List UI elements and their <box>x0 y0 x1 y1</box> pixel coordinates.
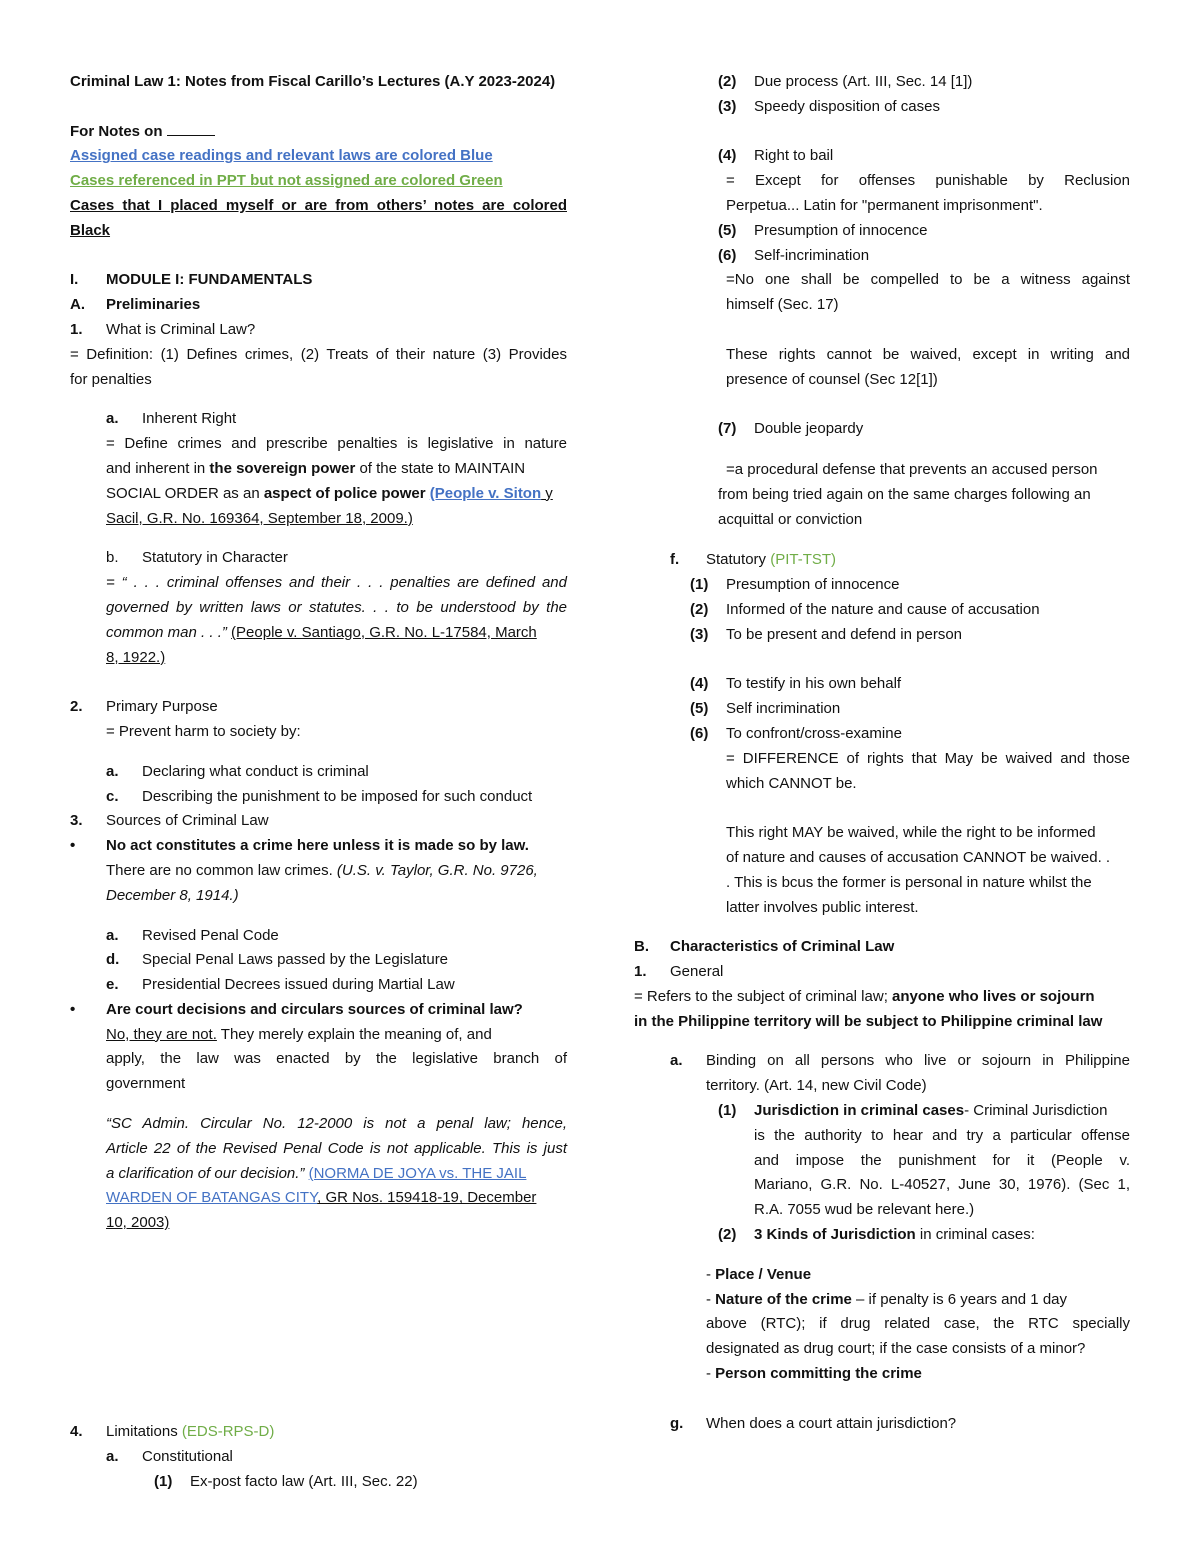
module-heading <box>70 268 567 293</box>
circular-quote: “SC Admin. Circular No. 12-2000 is not a penal law; hence, <box>106 1115 567 1133</box>
difference-text-2: which CANNOT be. <box>726 774 857 792</box>
constitutional-title: Constitutional <box>142 1447 233 1465</box>
inherent-text-2a: and inherent in <box>106 459 210 477</box>
kind-dash: - <box>706 1290 716 1308</box>
inherent-citation: Sacil, G.R. No. 169364, September 18, 2009.) <box>106 509 413 527</box>
statutory-6-marker: (6) <box>690 724 709 742</box>
kind-dash: - <box>706 1265 716 1283</box>
legend-black-line <box>70 194 567 219</box>
waiver-line <box>634 343 1130 368</box>
statutory-4-text: To testify in his own behalf <box>726 675 902 693</box>
circular-quote-line-5 <box>70 1211 567 1236</box>
case-link-people-siton[interactable]: (People v. Siton <box>429 484 542 502</box>
attain-text: When does a court attain jurisdiction? <box>706 1414 957 1432</box>
section-b-marker: B. <box>634 938 649 956</box>
court-decisions-explanation-3: government <box>106 1075 186 1093</box>
bail-line <box>634 169 1130 194</box>
item-1-heading <box>70 318 567 343</box>
case-link-jail-warden[interactable]: WARDEN OF BATANGAS CITY <box>106 1189 318 1207</box>
jurisdiction-2 <box>634 1223 1130 1248</box>
statutory-quote-line <box>70 571 567 596</box>
right-4-marker: (4) <box>718 147 737 165</box>
right-4-text: Right to bail <box>754 147 834 165</box>
statutory-2-marker: (2) <box>690 600 709 618</box>
jeopardy-text-2: from being tried again on the same charges following an <box>718 485 1091 503</box>
legend-green: Cases referenced in PPT but not assigned are colored Green <box>70 172 503 190</box>
statutory-4-marker: (4) <box>690 675 709 693</box>
inherent-line-3 <box>70 482 567 507</box>
source-bullet-1 <box>70 834 567 859</box>
statutory-quote-2: governed by written laws or statutes. . . to be understood by the <box>106 598 567 616</box>
definition-text: = Definition: (1) Defines crimes, (2) Treats of their nature (3) Provides <box>70 345 567 363</box>
jurisdiction-1-line-2 <box>634 1124 1130 1149</box>
statutory-rights-title: Statutory <box>706 551 771 569</box>
right-5-text: Presumption of innocence <box>754 221 928 239</box>
inherent-text-2c: of the state to MAINTAIN <box>355 459 526 477</box>
jurisdiction-1-line-5 <box>634 1198 1130 1223</box>
item-3-marker: 3. <box>70 812 83 830</box>
circular-quote-2: Article 22 of the Revised Penal Code is not applicable. This is just <box>106 1139 567 1157</box>
right-4 <box>634 144 1130 169</box>
waivable-text-4: latter involves public interest. <box>726 898 919 916</box>
general-def-line-2 <box>634 1010 1130 1035</box>
inherent-text-3a: SOCIAL ORDER as an <box>106 484 264 502</box>
de-joya-citation: , GR Nos. 159418-19, December <box>317 1189 537 1207</box>
statutory-5-marker: (5) <box>690 700 709 718</box>
jeopardy-line-2 <box>634 483 1130 508</box>
statutory-marker: b. <box>106 549 119 567</box>
statutory-5-text: Self incrimination <box>726 700 841 718</box>
purpose-a <box>70 760 567 785</box>
bullet-icon: • <box>70 1000 76 1018</box>
de-joya-citation-end: 10, 2003) <box>106 1214 170 1232</box>
sovereign-power-text: the sovereign power <box>209 459 356 477</box>
source-bullet-2 <box>70 998 567 1023</box>
self-incrim-text: =No one shall be compelled to be a witness against <box>726 271 1130 289</box>
right-3-text: Speedy disposition of cases <box>754 97 940 115</box>
item-2-marker: 2. <box>70 698 83 716</box>
bail-text-2: Perpetua... Latin for "permanent imprisonment". <box>726 196 1043 214</box>
binding-text: Binding on all persons who live or sojourn in Philippine <box>706 1052 1130 1070</box>
right-6 <box>634 244 1130 269</box>
binding-heading <box>634 1049 1130 1074</box>
purpose-line <box>70 720 567 745</box>
taylor-citation-end: December 8, 1914.) <box>106 886 239 904</box>
general-def-bold: anyone who lives or sojourn <box>892 987 1095 1005</box>
jeopardy-line <box>634 458 1130 483</box>
right-5-marker: (5) <box>718 221 737 239</box>
source-e-marker: e. <box>106 976 119 994</box>
statutory-5 <box>634 697 1130 722</box>
general-title: General <box>670 963 724 981</box>
court-decisions-line-2 <box>70 1023 567 1048</box>
source-d-marker: d. <box>106 951 120 969</box>
self-incrim-line <box>634 268 1130 293</box>
ex-post-facto-marker: (1) <box>154 1472 173 1490</box>
jurisdiction-1-marker: (1) <box>718 1102 737 1120</box>
item-4-marker: 4. <box>70 1423 83 1441</box>
section-b-heading <box>634 935 1130 960</box>
general-def-line <box>634 985 1130 1010</box>
notes-for-label: For Notes on <box>70 122 163 140</box>
waivable-text: This right MAY be waived, while the right to be informed <box>726 824 1096 842</box>
section-b-title: Characteristics of Criminal Law <box>670 938 895 956</box>
source-a <box>70 924 567 949</box>
kind-nature-line-2 <box>634 1312 1130 1337</box>
self-incrim-line-2 <box>634 293 1130 318</box>
jurisdiction-2-marker: (2) <box>718 1226 737 1244</box>
circular-quote-line-3 <box>70 1162 567 1187</box>
binding-marker: a. <box>670 1052 683 1070</box>
kind-nature-detail-3: designated as drug court; if the case consists of a minor? <box>706 1340 1086 1358</box>
source-bullet-1-line-2 <box>70 859 567 884</box>
purpose-c-text: Describing the punishment to be imposed for such conduct <box>142 787 533 805</box>
legend-black: Cases that I placed myself or are from others’ notes are colored <box>70 196 567 214</box>
source-e-text: Presidential Decrees issued during Martial Law <box>142 976 455 994</box>
statutory-quote-3: common man . . .” <box>106 623 227 641</box>
definition-line <box>70 343 567 368</box>
binding-text-2: territory. (Art. 14, new Civil Code) <box>706 1077 927 1095</box>
right-6-marker: (6) <box>718 246 737 264</box>
waivable-line-2 <box>634 846 1130 871</box>
inherent-line-4 <box>70 507 567 532</box>
source-d <box>70 948 567 973</box>
purpose-text: = Prevent harm to society by: <box>106 722 301 740</box>
circular-quote-line <box>70 1112 567 1137</box>
item-1-marker: 1. <box>70 320 83 338</box>
statutory-3-marker: (3) <box>690 625 709 643</box>
definition-line-2 <box>70 368 567 393</box>
right-2 <box>634 70 1130 95</box>
waivable-text-3: . This is bcus the former is personal in nature whilst the <box>726 873 1092 891</box>
jurisdiction-1 <box>634 1099 1130 1124</box>
circular-quote-3: a clarification of our decision.” <box>106 1164 305 1182</box>
kind-place <box>634 1263 1130 1288</box>
attain-marker: g. <box>670 1414 684 1432</box>
constitutional-marker: a. <box>106 1447 119 1465</box>
jurisdiction-1-line-3 <box>634 1149 1130 1174</box>
circular-quote-line-4 <box>70 1186 567 1211</box>
statutory-4 <box>634 672 1130 697</box>
legend-blue-line <box>70 144 567 169</box>
bail-line-2 <box>634 194 1130 219</box>
right-7-marker: (7) <box>718 420 737 438</box>
kind-nature-text: Nature of the crime <box>715 1290 852 1308</box>
statutory-6-text: To confront/cross-examine <box>726 724 902 742</box>
item-3-heading <box>70 809 567 834</box>
statutory-6 <box>634 722 1130 747</box>
doc-title: Criminal Law 1: Notes from Fiscal Carillo’s Lectures (A.Y 2023-2024) <box>70 73 556 90</box>
doc-title-line <box>70 70 567 95</box>
right-6-text: Self-incrimination <box>754 246 870 264</box>
kind-dash: - <box>706 1365 716 1383</box>
waiver-line-2 <box>634 368 1130 393</box>
item-1-title: What is Criminal Law? <box>106 320 256 338</box>
three-kinds-jurisdiction: 3 Kinds of Jurisdiction <box>754 1226 916 1244</box>
no-crime-without-law: No act constitutes a crime here unless it is made so by law. <box>106 837 529 855</box>
statutory-title: Statutory in Character <box>142 549 288 567</box>
court-decisions-question: Are court decisions and circulars sources of criminal law? <box>106 1000 523 1018</box>
statutory-quote-line-3 <box>70 621 567 646</box>
case-link-de-joya[interactable]: (NORMA DE JOYA vs. THE JAIL <box>308 1164 527 1182</box>
case-us-taylor: (U.S. v. Taylor, G.R. No. 9726, <box>336 861 538 879</box>
jeopardy-text: =a procedural defense that prevents an accused person <box>726 460 1098 478</box>
jurisdiction-def-2: is the authority to hear and try a particular offense <box>754 1126 1130 1144</box>
statutory-quote: = “ . . . criminal offenses and their . . . penalties are defined and <box>106 574 567 592</box>
jurisdiction-criminal-cases: Jurisdiction in criminal cases <box>754 1102 965 1120</box>
definition-text-end: for penalties <box>70 370 152 388</box>
right-3 <box>634 95 1130 120</box>
item-4-title: Limitations <box>106 1423 182 1441</box>
inherent-title: Inherent Right <box>142 410 237 428</box>
legend-black-line-2 <box>70 219 567 244</box>
item-2-title: Primary Purpose <box>106 698 218 716</box>
statutory-1-marker: (1) <box>690 576 709 594</box>
court-decisions-explanation-2: apply, the law was enacted by the legislative branch of <box>106 1050 567 1068</box>
source-d-text: Special Penal Laws passed by the Legislature <box>142 951 449 969</box>
statutory-1 <box>634 573 1130 598</box>
statutory-rights-acronym: (PIT-TST) <box>770 551 837 569</box>
court-decisions-answer: No, they are not. <box>106 1025 217 1043</box>
binding-line-2 <box>634 1074 1130 1099</box>
inherent-line-2 <box>70 457 567 482</box>
purpose-a-marker: a. <box>106 762 119 780</box>
bail-text: = Except for offenses punishable by Reclusion <box>726 172 1130 190</box>
purpose-c <box>70 785 567 810</box>
jurisdiction-def: - Criminal Jurisdiction <box>964 1102 1108 1120</box>
item-4-heading <box>70 1420 567 1445</box>
legend-black-end: Black <box>70 221 111 239</box>
inherent-text-3d: y <box>541 484 553 502</box>
no-common-law-text: There are no common law crimes. <box>106 861 337 879</box>
jurisdiction-def-5: R.A. 7055 wud be relevant here.) <box>754 1201 975 1219</box>
difference-text: = DIFFERENCE of rights that May be waived and those <box>726 749 1130 767</box>
right-2-marker: (2) <box>718 73 737 90</box>
jeopardy-text-3: acquittal or conviction <box>718 510 863 528</box>
legend-blue: Assigned case readings and relevant laws are colored Blue <box>70 147 493 165</box>
source-bullet-1-line-3 <box>70 884 567 909</box>
right-7 <box>634 417 1130 442</box>
ex-post-facto-text: Ex-post facto law (Art. III, Sec. 22) <box>190 1472 418 1490</box>
case-people-santiago: (People v. Santiago, G.R. No. L-17584, March <box>231 623 537 641</box>
kind-nature-line-3 <box>634 1337 1130 1362</box>
jurisdiction-def-4: Mariano, G.R. No. L-40527, June 30, 1976). (Sec 1, <box>754 1176 1130 1194</box>
source-a-marker: a. <box>106 926 119 944</box>
general-heading <box>634 960 1130 985</box>
section-a-title: Preliminaries <box>106 296 201 314</box>
source-e <box>70 973 567 998</box>
item-3-title: Sources of Criminal Law <box>106 812 269 830</box>
purpose-c-marker: c. <box>106 787 119 805</box>
notes-blank <box>167 121 215 136</box>
notes-for-line <box>70 120 567 145</box>
bullet-icon: • <box>70 837 76 855</box>
waivable-line-4 <box>634 896 1130 921</box>
section-a-marker: A. <box>70 296 85 314</box>
general-marker: 1. <box>634 963 647 981</box>
statutory-3-text: To be present and defend in person <box>726 625 963 643</box>
court-decisions-explanation: They merely explain the meaning of, and <box>216 1025 492 1043</box>
kind-nature-detail-2: above (RTC); if drug related case, the RTC specially <box>706 1315 1130 1333</box>
court-decisions-line-4 <box>70 1072 567 1097</box>
statutory-rights-heading <box>634 548 1130 573</box>
inherent-marker: a. <box>106 410 119 428</box>
purpose-a-text: Declaring what conduct is criminal <box>142 762 369 780</box>
statutory-quote-line-4 <box>70 646 567 671</box>
left-column <box>70 70 567 1494</box>
kind-nature-detail: – if penalty is 6 years and 1 day <box>851 1290 1068 1308</box>
constitutional-heading <box>70 1445 567 1470</box>
santiago-citation-end: 8, 1922.) <box>106 648 166 666</box>
waivable-text-2: of nature and causes of accusation CANNOT be waived. . <box>726 848 1111 866</box>
jeopardy-line-3 <box>634 508 1130 533</box>
statutory-2 <box>634 598 1130 623</box>
inherent-line <box>70 432 567 457</box>
right-2-text: Due process (Art. III, Sec. 14 [1]) <box>754 73 973 90</box>
difference-line <box>634 747 1130 772</box>
source-a-text: Revised Penal Code <box>142 926 279 944</box>
waivable-line-3 <box>634 871 1130 896</box>
inherent-text: = Define crimes and prescribe penalties is legislative in nature <box>106 435 567 453</box>
module-title: MODULE I: FUNDAMENTALS <box>106 271 313 289</box>
police-power-text: aspect of police power <box>263 484 426 502</box>
general-def-bold-2: in the Philippine territory will be subject to Philippine criminal law <box>634 1012 1103 1030</box>
inherent-right-heading <box>70 407 567 432</box>
statutory-1-text: Presumption of innocence <box>726 576 900 594</box>
kind-person <box>634 1362 1130 1387</box>
statutory-rights-marker: f. <box>670 551 680 569</box>
statutory-quote-line-2 <box>70 596 567 621</box>
difference-line-2 <box>634 772 1130 797</box>
kind-person-text: Person committing the crime <box>715 1365 922 1383</box>
self-incrim-text-2: himself (Sec. 17) <box>726 296 839 314</box>
module-marker: I. <box>70 271 79 289</box>
waivable-line <box>634 821 1130 846</box>
court-decisions-line-3 <box>70 1047 567 1072</box>
attain-jurisdiction <box>634 1412 1130 1437</box>
limitations-acronym: (EDS-RPS-D) <box>181 1423 275 1441</box>
right-7-text: Double jeopardy <box>754 420 864 438</box>
right-5 <box>634 219 1130 244</box>
jurisdiction-def-3: and impose the punishment for it (People v. <box>754 1151 1130 1169</box>
kind-place-text: Place / Venue <box>715 1265 812 1283</box>
circular-quote-line-2 <box>70 1137 567 1162</box>
section-a-heading <box>70 293 567 318</box>
legend-green-line <box>70 169 567 194</box>
item-2-heading <box>70 695 567 720</box>
ex-post-facto <box>70 1470 567 1495</box>
statutory-3 <box>634 623 1130 648</box>
statutory-heading <box>70 546 567 571</box>
general-def-text: = Refers to the subject of criminal law; <box>634 987 893 1005</box>
waiver-text: These rights cannot be waived, except in writing and <box>726 345 1130 363</box>
right-column <box>634 70 1130 1436</box>
jurisdiction-1-line-4 <box>634 1173 1130 1198</box>
waiver-text-2: presence of counsel (Sec 12[1]) <box>726 370 938 388</box>
three-kinds-tail: in criminal cases: <box>915 1226 1035 1244</box>
statutory-2-text: Informed of the nature and cause of accusation <box>726 600 1040 618</box>
kind-nature <box>634 1288 1130 1313</box>
right-3-marker: (3) <box>718 97 737 115</box>
